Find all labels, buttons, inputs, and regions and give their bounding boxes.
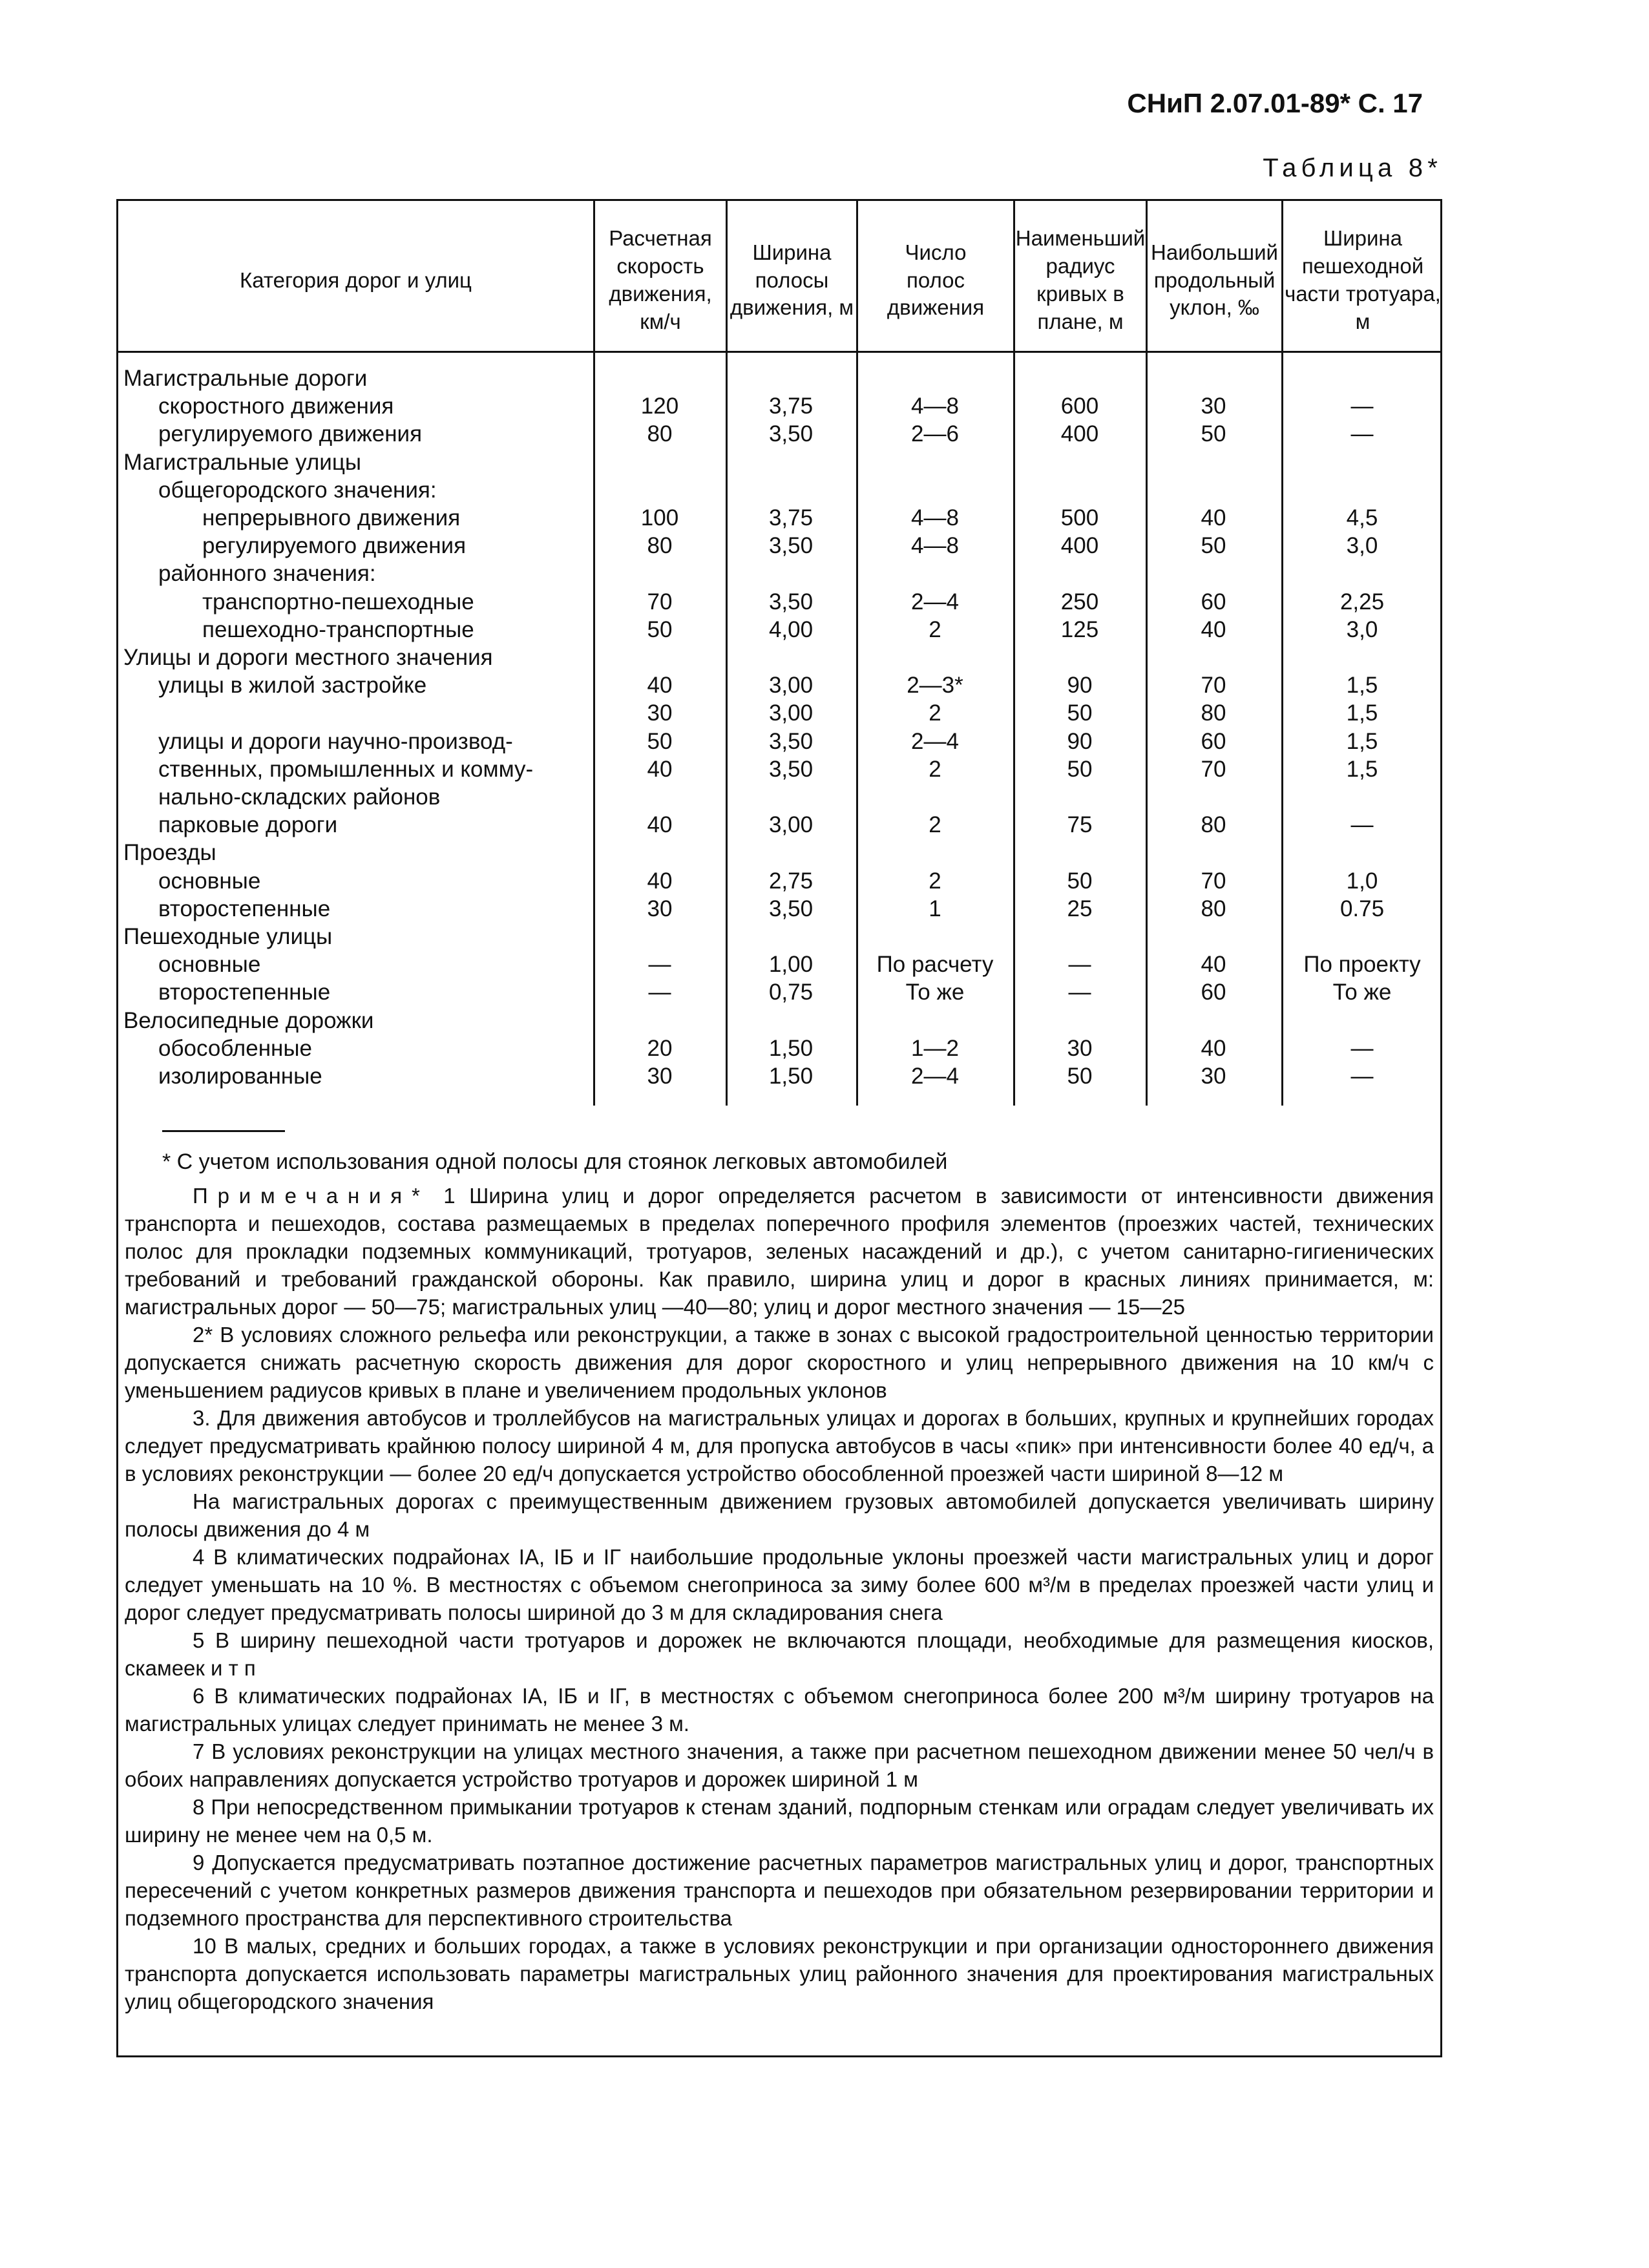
column-header-sidewalk: Ширина пешеходной части тротуара, м [1285, 226, 1441, 333]
note-7: 7 В условиях реконструкции на улицах местного значения, а также при расчетном пешеходном движении менее 50 чел/ч в обоих направлениях допускается устройство тротуаров и дорожек шириной 1 м [125, 1739, 1434, 1791]
table-row [118, 421, 1440, 449]
column-header-category: Категория дорог и улиц [240, 268, 472, 292]
table-cell: 3,50 [768, 756, 814, 782]
row-label: Магистральные улицы [123, 449, 362, 475]
table-cell: 50 [647, 728, 673, 754]
table-cell: 1,50 [768, 1064, 814, 1089]
table-cell: 2,75 [768, 868, 814, 894]
table-cell: 50 [1067, 756, 1093, 782]
row-label: регулируемого движения [202, 533, 467, 559]
table-cell: 2 [929, 700, 941, 726]
row-label: транспортно-пешеходные [202, 589, 474, 614]
table-cell: 50 [1067, 868, 1093, 894]
table-cell: 30 [647, 1064, 673, 1089]
table-cell: 90 [1067, 673, 1093, 698]
table-cell: 70 [1201, 868, 1226, 894]
column-header-slope: Наибольший продольный уклон, ‰ [1151, 240, 1278, 320]
note-3: 3. Для движения автобусов и троллейбусов на магистральных улицах и дорогах в больших, крупных и крупнейших городах следует предусматривать крайнюю полосу шириной 4 м, для пропуска автобусов в часы «пик» при интенсивности более 40 ед/ч, а в условиях реконструкции — более 20 ед/ч допускается устройство обособленной проезжей части шириной 8—12 м [125, 1406, 1434, 1486]
table-row [118, 673, 1440, 700]
table-cell: То же [905, 980, 965, 1005]
note-10: 10 В малых, средних и больших городах, а также в условиях реконструкции и при организации одностороннего движения транспорта допускается использовать параметры магистральных улиц районного значения для проектирования магистральных улиц общегородского значения [125, 1934, 1434, 2013]
row-label: обособленные [158, 1035, 312, 1061]
table-cell: 3,50 [768, 533, 814, 559]
table-row [118, 561, 1440, 589]
table-cell: 40 [1201, 1035, 1226, 1061]
table-cell: 2 [929, 616, 941, 642]
table-row [118, 924, 1440, 952]
table-cell: 125 [1060, 616, 1099, 642]
table-cell: 80 [1201, 812, 1226, 838]
table-row [118, 1036, 1440, 1064]
notes-label: Примечания* [193, 1184, 430, 1208]
table-row [118, 840, 1440, 868]
table-cell: 75 [1067, 812, 1093, 838]
table-cell: 40 [1201, 505, 1226, 530]
table-cell: 0.75 [1339, 896, 1385, 921]
table-cell: 50 [1201, 421, 1226, 447]
table-cell: 4—8 [911, 533, 959, 559]
note-9: 9 Допускается предусматривать поэтапное достижение расчетных параметров магистральных улиц и дорог, транспортных пересечений с учетом конкретных размеров движения транспорта и пешеходов при обязательном резервировании территории и подземного пространства для перспективного строительства [125, 1851, 1434, 1930]
table-cell: 80 [647, 533, 673, 559]
row-label: районного значения: [158, 561, 376, 587]
footnote-rule [162, 1130, 285, 1132]
table-row [118, 700, 1440, 728]
note-2: 2* В условиях сложного рельефа или реконструкции, а также в зонах с высокой градостроительной ценностью территории допускается снижать расчетную скорость движения для дорог скоростного и улиц непрерывного движения на 10 км/ч с уменьшением радиусов кривых в плане и увеличением продольных уклонов [125, 1323, 1434, 1402]
table-cell: 400 [1060, 533, 1099, 559]
table-row [118, 729, 1440, 757]
footnote: * С учетом использования одной полосы для стоянок легковых автомобилей [162, 1150, 948, 1174]
table-cell: 4,00 [768, 616, 814, 642]
table-cell: 40 [647, 756, 673, 782]
table-cell: 1,5 [1346, 700, 1378, 726]
row-label: ственных, промышленных и комму- [158, 756, 534, 782]
table-cell: 90 [1067, 728, 1093, 754]
row-label: изолированные [158, 1064, 322, 1089]
table-cell: 4—8 [911, 505, 959, 530]
table-row [118, 868, 1440, 896]
table-row [118, 505, 1440, 533]
table-row [118, 617, 1440, 645]
table-cell: 70 [1201, 756, 1226, 782]
table-cell: 70 [1201, 673, 1226, 698]
table-row [118, 450, 1440, 478]
row-label: Улицы и дороги местного значения [123, 645, 493, 670]
header-divider [118, 351, 1440, 353]
table-cell: 80 [647, 421, 673, 447]
table-frame [116, 199, 1442, 2057]
table-cell: 20 [647, 1035, 673, 1061]
table-cell: — [1068, 980, 1091, 1005]
table-cell: 0,75 [768, 980, 814, 1005]
table-cell: 500 [1060, 505, 1099, 530]
table-row [118, 1008, 1440, 1036]
notes [125, 1182, 1434, 2015]
row-label: второстепенные [158, 896, 331, 921]
table-cell: 400 [1060, 421, 1099, 447]
table-cell: 50 [1201, 533, 1226, 559]
row-label: Велосипедные дорожки [123, 1007, 374, 1033]
table-cell: 70 [647, 589, 673, 614]
row-label: улицы и дороги научно-производ- [158, 728, 513, 754]
row-label: регулируемого движения [158, 421, 423, 447]
table-cell: 1,0 [1346, 868, 1378, 894]
table-cell: 3,0 [1346, 616, 1378, 642]
table-cell: — [1350, 1064, 1374, 1089]
table-cell: 2 [929, 868, 941, 894]
note-3-extra: На магистральных дорогах с преимущественным движением грузовых автомобилей допускается увеличивать ширину полосы движения до 4 м [125, 1489, 1434, 1541]
table-cell: 2,25 [1339, 589, 1385, 614]
row-label: пешеходно-транспортные [202, 616, 474, 642]
note-6: 6 В климатических подрайонах IА, IБ и IГ, в местностях с объемом снегопринoса более 200 м³/м ширину тротуаров на магистральных улицах следует принимать не менее 3 м. [125, 1684, 1434, 1736]
column-header-radius: Наименьший радиус кривых в плане, м [1015, 226, 1146, 333]
table-cell: По проекту [1303, 952, 1421, 978]
table-cell: 50 [647, 616, 673, 642]
row-label: основные [158, 952, 261, 978]
table-cell: 1,5 [1346, 756, 1378, 782]
table-row [118, 980, 1440, 1007]
table-cell: 3,50 [768, 421, 814, 447]
table-cell: 3,00 [768, 700, 814, 726]
table-cell: 40 [647, 812, 673, 838]
table-cell: 1—2 [911, 1035, 959, 1061]
table-cell: 30 [1067, 1035, 1093, 1061]
table-title: Таблица 8* [1263, 154, 1442, 182]
table-cell: 2 [929, 756, 941, 782]
table-cell: 1,5 [1346, 728, 1378, 754]
table-cell: — [1350, 812, 1374, 838]
table-cell: То же [1332, 980, 1392, 1005]
table-cell: 2—4 [911, 728, 959, 754]
table-cell: 60 [1201, 980, 1226, 1005]
table-cell: 80 [1201, 700, 1226, 726]
table-row [118, 366, 1440, 394]
table-cell: 3,50 [768, 728, 814, 754]
page-header: СНиП 2.07.01-89* С. 17 [1127, 88, 1423, 118]
row-label: Проезды [123, 840, 216, 866]
table-cell: По расчету [876, 952, 994, 978]
table-cell: 50 [1067, 700, 1093, 726]
table-cell: — [1350, 394, 1374, 419]
table-cell: 2 [929, 812, 941, 838]
table-row [118, 589, 1440, 617]
table-cell: 2—4 [911, 589, 959, 614]
table-cell: — [648, 980, 671, 1005]
table-cell: 4,5 [1346, 505, 1378, 530]
table-cell: 3,00 [768, 673, 814, 698]
row-label: скоростного движения [158, 394, 394, 419]
row-label: нально-складских районов [158, 784, 441, 810]
table-cell: 1,00 [768, 952, 814, 978]
table-cell: 2—4 [911, 1064, 959, 1089]
table-cell: 60 [1201, 728, 1226, 754]
table-cell: 40 [1201, 616, 1226, 642]
note-5: 5 В ширину пешеходной части тротуаров и дорожек не включаются площади, необходимые для размещения киосков, скамеек и т п [125, 1628, 1434, 1680]
note-4: 4 В климатических подрайонах IА, IБ и IГ наибольшие продольные уклоны проезжей части магистральных улиц и дорог следует уменьшать на 10 %. В местностях с объемом снегопринoса за зиму более 600 м³/м в пределах проезжей части улиц и дорог следует предусматривать полосы шириной до 3 м для складирования снега [125, 1545, 1434, 1624]
table-cell: 100 [640, 505, 679, 530]
row-label: Магистральные дороги [123, 366, 368, 391]
table-row [118, 896, 1440, 924]
table-cell: 3,00 [768, 812, 814, 838]
table-cell: 3,75 [768, 505, 814, 530]
row-label: парковые дороги [158, 812, 338, 838]
note-8: 8 При непосредственном примыкании тротуаров к стенам зданий, подпорным стенкам или оградам следует увеличивать их ширину не менее чем на 0,5 м. [125, 1795, 1434, 1847]
table-cell: 1,50 [768, 1035, 814, 1061]
table-cell: — [1350, 421, 1374, 447]
table-cell: 250 [1060, 589, 1099, 614]
table-cell: 30 [647, 896, 673, 921]
table-cell: 2—6 [911, 421, 959, 447]
table-cell: — [1350, 1035, 1374, 1061]
table-row [118, 645, 1440, 673]
row-label: основные [158, 868, 261, 894]
table-cell: 1,5 [1346, 673, 1378, 698]
table-row [118, 1064, 1440, 1091]
row-label: улицы в жилой застройке [158, 673, 427, 698]
table-cell: 25 [1067, 896, 1093, 921]
table-row [118, 478, 1440, 505]
row-label: Пешеходные улицы [123, 924, 333, 949]
table-cell: 1 [929, 896, 941, 921]
row-label: непрерывного движения [202, 505, 461, 530]
table-cell: 600 [1060, 394, 1099, 419]
table-cell: 60 [1201, 589, 1226, 614]
row-label: общегородского значения: [158, 477, 437, 503]
table-cell: 4—8 [911, 394, 959, 419]
table-cell: 120 [640, 394, 679, 419]
column-header-lane-width: Ширина полосы движения, м [730, 240, 854, 320]
table-cell: 40 [647, 673, 673, 698]
table-cell: 3,50 [768, 896, 814, 921]
table-cell: 80 [1201, 896, 1226, 921]
row-label: второстепенные [158, 980, 331, 1005]
table-cell: 30 [1201, 1064, 1226, 1089]
table-cell: — [648, 952, 671, 978]
table-cell: 50 [1067, 1064, 1093, 1089]
column-header-speed: Расчетная скорость движения, км/ч [609, 226, 712, 333]
table-cell: 3,75 [768, 394, 814, 419]
table-cell: 30 [647, 700, 673, 726]
table-row [118, 533, 1440, 561]
table-row [118, 952, 1440, 980]
table-cell: 3,50 [768, 589, 814, 614]
table-cell: 40 [1201, 952, 1226, 978]
table-cell: — [1068, 952, 1091, 978]
table-cell: 2—3* [907, 673, 963, 698]
table-row [118, 812, 1440, 840]
note-1: Примечания* 1 Ширина улиц и дорог определяется расчетом в зависимости от интенсивности движения транспорта и пешеходов, состава размещаемых в пределах поперечного профиля элементов (проезжих частей, технических полос для прокладки подземных коммуникаций, тротуаров, зеленых насаждений и др.), с учетом санитарно-гигиенических требований и требований гражданской обороны. Как правило, ширина улиц и дорог в красных линиях принимается, м: магистральных дорог — 50—75; магистральных улиц —40—80; улиц и дорог местного значения — 15—25 [125, 1184, 1434, 1319]
column-header-lanes: Число полос движения [887, 240, 985, 320]
table-row [118, 784, 1440, 812]
table-row [118, 757, 1440, 784]
table-row [118, 394, 1440, 421]
table-cell: 30 [1201, 394, 1226, 419]
table-cell: 40 [647, 868, 673, 894]
table-cell: 3,0 [1346, 533, 1378, 559]
